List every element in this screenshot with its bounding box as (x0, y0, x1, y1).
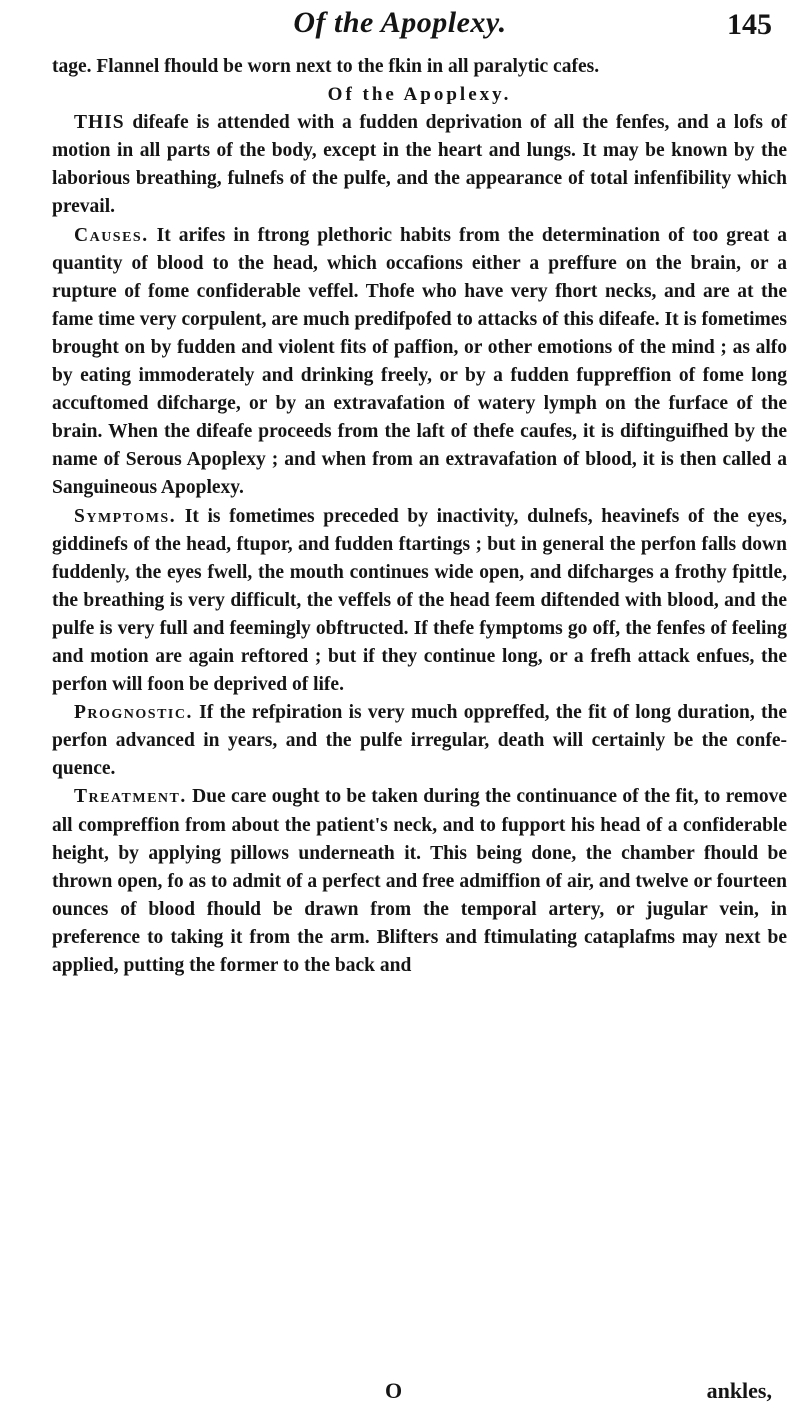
page-number: 145 (727, 8, 772, 41)
running-title: Of the Apoplexy. (293, 6, 507, 39)
prognostic-text: If the refpiration is very much oppreffed, the fit of long duration, the perfon advanced in years, and the pulfe irregular, death will certainly be the confequence. (52, 702, 787, 780)
signature-mark: O (385, 1378, 403, 1403)
catchline (0, 1378, 800, 1408)
prognostic-paragraph (52, 699, 787, 783)
treatment-label: Treatment. (74, 786, 187, 808)
prognostic-label: Prognostic. (74, 702, 193, 724)
causes-text: It arifes in ftrong plethoric habits from the determination of too great a quantity of blood to the head, which occafions either a preffure on the brain, or a rupture of fome confiderable veffel. Thofe who have very fhort necks, and are at the fame time very corpulent, are much predifpofed to attacks of this difeafe. It is fometimes brought on by fudden and violent fits of paffion, or other emotions of the mind ; as alfo by eating immoderately and drinking freely, or by a fudden fuppreffion of fome long accuftomed difcharge, or by an extravafation of watery lymph on the furface of the brain. When the difeafe proceeds from the laft of thefe caufes, it is diftinguifhed by the name of Serous Apoplexy ; and when from an extravafation of blood, it is then called a Sanguineous Apoplexy. (52, 224, 787, 499)
treatment-text: Due care ought to be taken during the continuance of the fit, to remove all compreffion from about the patient's neck, and to fupport his head of a confiderable height, by applying pillows underneath it. This being done, the chamber fhould be thrown open, fo as to admit of a perfect and free admiffion of air, and twelve or fourteen ounces of blood fhould be drawn from the temporal artery, or jugular vein, in preference to taking it from the arm. Blifters and ftimulating cataplafms may next be applied, putting the former to the back and (52, 786, 787, 976)
causes-paragraph (52, 222, 787, 503)
symptoms-label: Symptoms. (74, 505, 177, 527)
body-text (52, 53, 787, 980)
section-heading: Of the Apoplexy. (327, 84, 512, 106)
intro-lead-word: THIS (74, 112, 125, 134)
intro-text: difeafe is attended with a fudden deprivation of all the fenfes, and a lofs of motion in all parts of the body, except in the heart and lungs. It may be known by the laborious breathing, fulnefs of the pulfe, and the appearance of total infenfibility which prevail. (52, 112, 787, 218)
symptoms-paragraph (52, 503, 787, 700)
running-head (0, 6, 800, 46)
catchword: ankles, (706, 1378, 772, 1403)
carryover-paragraph: tage. Flannel fhould be worn next to the fkin in all paralytic cafes. (52, 56, 600, 77)
intro-paragraph (52, 109, 787, 221)
symptoms-text: It is fometimes preceded by inactivity, dulnefs, heavinefs of the eyes, giddinefs of the head, ftupor, and fudden ftartings ; but in general the perfon falls down fuddenly, the eyes fwell, the mouth continues wide open, and difcharges a frothy fpittle, the breathing is very difficult, the veffels of the head feem diftended with blood, and the pulfe is very full and feemingly obftructed. If thefe fymptoms go off, the fenfes of feeling and motion are again reftored ; but if they continue long, or a frefh attack enfues, the perfon will foon be deprived of life. (52, 505, 787, 696)
treatment-paragraph (52, 783, 787, 980)
causes-label: Causes. (74, 224, 149, 246)
